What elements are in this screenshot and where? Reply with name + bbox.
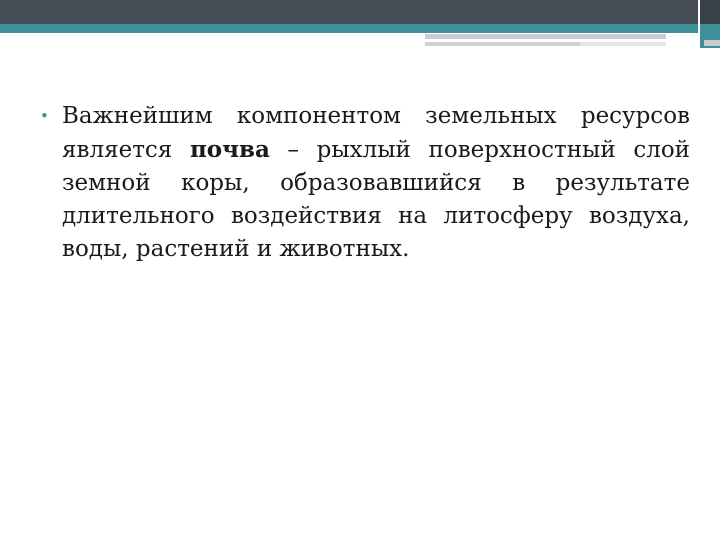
paragraph-text-end: – рыхлый поверхностный слой земной коры, образовавшийся в результате длительного воздействия на литосферу воздуха, воды, растений и животных.	[62, 137, 690, 262]
header-dark-bar	[0, 0, 720, 24]
header-dark-corner-block	[700, 0, 720, 24]
header-grey-line-2	[425, 42, 580, 46]
paragraph-bold-term: почва	[189, 136, 270, 163]
header-grey-corner-line	[704, 40, 720, 46]
header-grey-line-1	[425, 34, 666, 39]
slide-content	[30, 100, 690, 266]
header-corner-separator	[698, 0, 700, 48]
paragraph-text-start: Важнейшим компонентом земельных ресурсов является	[62, 103, 690, 163]
bullet-icon: •	[40, 107, 49, 125]
bullet-paragraph	[30, 100, 690, 266]
header-teal-bar	[0, 24, 720, 33]
header-grey-line-3	[580, 42, 666, 46]
